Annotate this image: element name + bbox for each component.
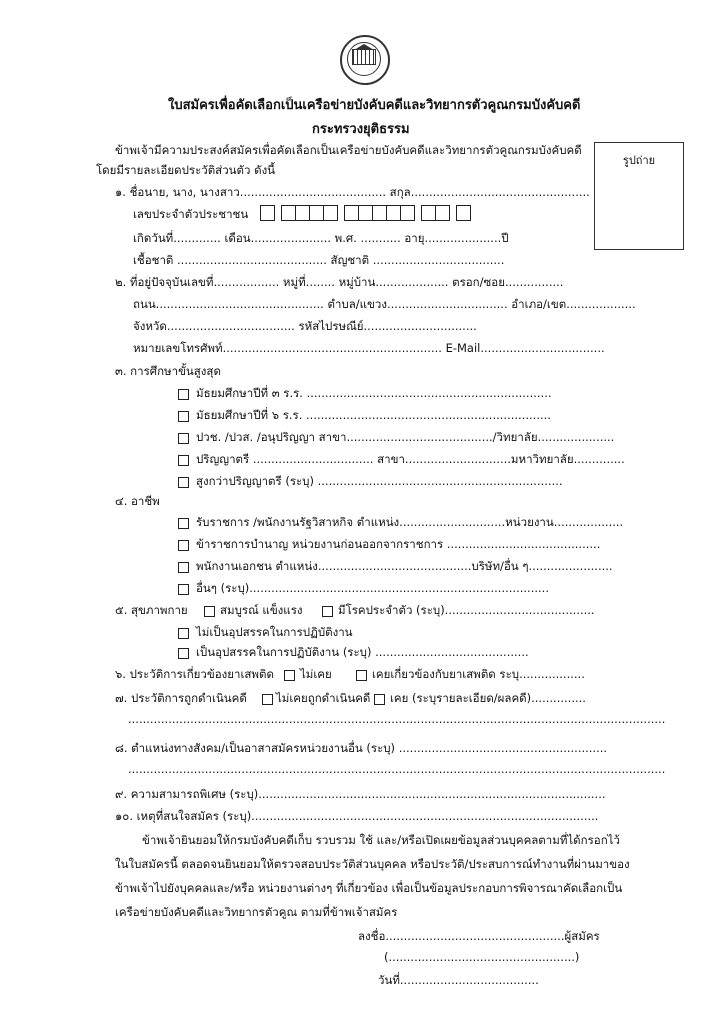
s5-checkbox-disease[interactable] (322, 606, 333, 617)
s5-checkbox-healthy[interactable] (204, 606, 215, 617)
s3-option-3: ปวช. /ปวส. /อนุปริญญา สาขา......................................../วิทยาลัย..................... (196, 430, 615, 444)
s4-option-4: อื่นๆ (ระบุ).................................................................................. (196, 581, 549, 595)
s3-checkbox-5[interactable] (178, 477, 189, 488)
s4-checkbox-3[interactable] (178, 562, 189, 573)
signature-date-line[interactable]: วันที่...................................... (378, 973, 539, 987)
s5-checkbox-not-obstacle[interactable] (178, 628, 189, 639)
form-title-line1: ใบสมัครเพื่อคัดเลือกเป็นเครือข่ายบังคับคดีและวิทยากรตัวคูณกรมบังคับคดี (168, 98, 581, 113)
consent-line3: ข้าพเจ้าไปยังบุคคลและ/หรือ หน่วยงานต่างๆ ที่เกี่ยวข้อง เพื่อเป็นข้อมูลประกอบการพิจารณาคัดเลือกเป็น (115, 881, 623, 895)
signature-line[interactable]: ลงชื่อ.................................................ผู้สมัคร (358, 929, 600, 943)
s5-option-obstacle: เป็นอุปสรรคในการปฏิบัติงาน (ระบุ) .......................................... (196, 645, 529, 659)
s4-option-1: รับราชการ /พนักงานรัฐวิสาหกิจ ตำแหน่ง.............................หน่วยงาน................... (196, 515, 624, 529)
consent-line4: เครือข่ายบังคับคดีและวิทยากรตัวคูณ ตามที่ข้าพเจ้าสมัคร (115, 905, 398, 919)
s5-heading: ๕. สุขภาพกาย (115, 603, 188, 617)
s5-option-disease: มีโรคประจำตัว (ระบุ)......................................... (338, 603, 595, 617)
s4-checkbox-1[interactable] (178, 518, 189, 529)
department-seal-logo (340, 35, 390, 85)
s6-checkbox-ever[interactable] (356, 670, 367, 681)
intro-line2: โดยมีรายละเอียดประวัติส่วนตัว ดังนี้ (96, 163, 276, 177)
s1-nationality-field[interactable]: เชื้อชาติ ......................................... สัญชาติ .................................... (133, 253, 505, 267)
s2-address-line3[interactable]: จังหวัด................................... รหัสไปรษณีย์............................... (133, 319, 477, 333)
s4-option-3: พนักงานเอกชน ตำแหน่ง..........................................บริษัท/อื่น ๆ....................... (196, 559, 613, 573)
s5-option-healthy: สมบูรณ์ แข็งแรง (220, 603, 303, 617)
s4-heading: ๔. อาชีพ (115, 494, 160, 508)
form-title-line2: กระทรวงยุติธรรม (312, 122, 410, 137)
s3-checkbox-4[interactable] (178, 455, 189, 466)
s2-address-line2[interactable]: ถนน.............................................. ตำบล/แขวง................................. อำเภอ/เขต................... (133, 297, 636, 311)
s10-field[interactable]: ๑๐. เหตุที่สนใจสมัคร (ระบุ)............................................................................................... (115, 809, 599, 823)
s6-option-ever: เคยเกี่ยวข้องกับยาเสพติด ระบุ.................. (372, 667, 585, 681)
s2-phone-email[interactable]: หมายเลขโทรศัพท์............................................................ E-Mail.................................. (133, 341, 605, 355)
s8-field[interactable]: ๘. ตำแหน่งทางสังคม/เป็นอาสาสมัครหน่วยงานอื่น (ระบุ) ......................................................... (115, 741, 608, 755)
s7-option-never: ไม่เคยถูกดำเนินคดี (276, 691, 371, 705)
s7-blank-line[interactable]: ................................................................................................................................................... (128, 712, 666, 726)
s1-name-field[interactable]: ๑. ชื่อนาย, นาง, นางสาว........................................ สกุล................................................. (115, 185, 590, 199)
s3-checkbox-1[interactable] (178, 389, 189, 400)
s3-checkbox-2[interactable] (178, 411, 189, 422)
s7-checkbox-never[interactable] (262, 694, 273, 705)
s6-option-never: ไม่เคย (300, 667, 332, 681)
s3-option-2: มัธยมศึกษาปีที่ ๖ ร.ร. ................................................................... (196, 408, 551, 422)
s1-id-label: เลขประจำตัวประชาชน (133, 207, 249, 221)
s5-checkbox-obstacle[interactable] (178, 648, 189, 659)
s3-checkbox-3[interactable] (178, 433, 189, 444)
s1-birth-field[interactable]: เกิดวันที่............. เดือน...................... พ.ศ. ........... อายุ.....................ปี (133, 231, 509, 245)
s7-heading: ๗. ประวัติการถูกดำเนินคดี (115, 691, 247, 705)
s3-option-4: ปริญญาตรี ................................. สาขา.............................มหาวิทยาลัย.............. (196, 452, 625, 466)
s9-field[interactable]: ๙. ความสามารถพิเศษ (ระบุ)............................................................................................... (115, 787, 606, 801)
s4-option-2: ข้าราชการบำนาญ หน่วยงานก่อนออกจากราชการ .......................................... (196, 537, 601, 551)
s7-checkbox-ever[interactable] (374, 694, 385, 705)
s6-checkbox-never[interactable] (284, 670, 295, 681)
s4-checkbox-2[interactable] (178, 540, 189, 551)
s4-checkbox-4[interactable] (178, 584, 189, 595)
s5-option-not-obstacle: ไม่เป็นอุปสรรคในการปฏิบัติงาน (196, 625, 353, 639)
s2-address-line1[interactable]: ๒. ที่อยู่ปัจจุบันเลขที่.................. หมู่ที่........ หมู่บ้าน.................... ตรอก/ซอย................ (115, 275, 564, 289)
s7-option-ever: เคย (ระบุรายละเอียด/ผลคดี)............... (390, 691, 586, 705)
s3-option-1: มัธยมศึกษาปีที่ ๓ ร.ร. ................................................................... (196, 386, 552, 400)
consent-line2: ในใบสมัครนี้ ตลอดจนยินยอมให้ตรวจสอบประวัติส่วนบุคคล หรือประวัติ/ประสบการณ์ทำงานที่ผ่านมาของ (115, 857, 630, 871)
signature-name-line[interactable]: (...................................................) (384, 950, 580, 964)
s6-heading: ๖. ประวัติการเกี่ยวข้องยาเสพติด (115, 667, 274, 681)
consent-line1: ข้าพเจ้ายินยอมให้กรมบังคับคดีเก็บ รวบรวม ใช้ และ/หรือเปิดเผยข้อมูลส่วนบุคคลตามที่ได้กรอกไว้ (142, 833, 620, 847)
photo-label: รูปถ่าย (622, 154, 656, 167)
s8-blank-line[interactable]: ................................................................................................................................................... (128, 762, 666, 776)
photo-box[interactable] (594, 142, 684, 250)
s3-option-5: สูงกว่าปริญญาตรี (ระบุ) ................................................................... (196, 474, 563, 488)
intro-line1: ข้าพเจ้ามีความประสงค์สมัครเพื่อคัดเลือกเป็นเครือข่ายบังคับคดีและวิทยากรตัวคูณกรมบังคับคดี (115, 143, 582, 157)
s3-heading: ๓. การศึกษาขั้นสูงสุด (115, 364, 221, 378)
